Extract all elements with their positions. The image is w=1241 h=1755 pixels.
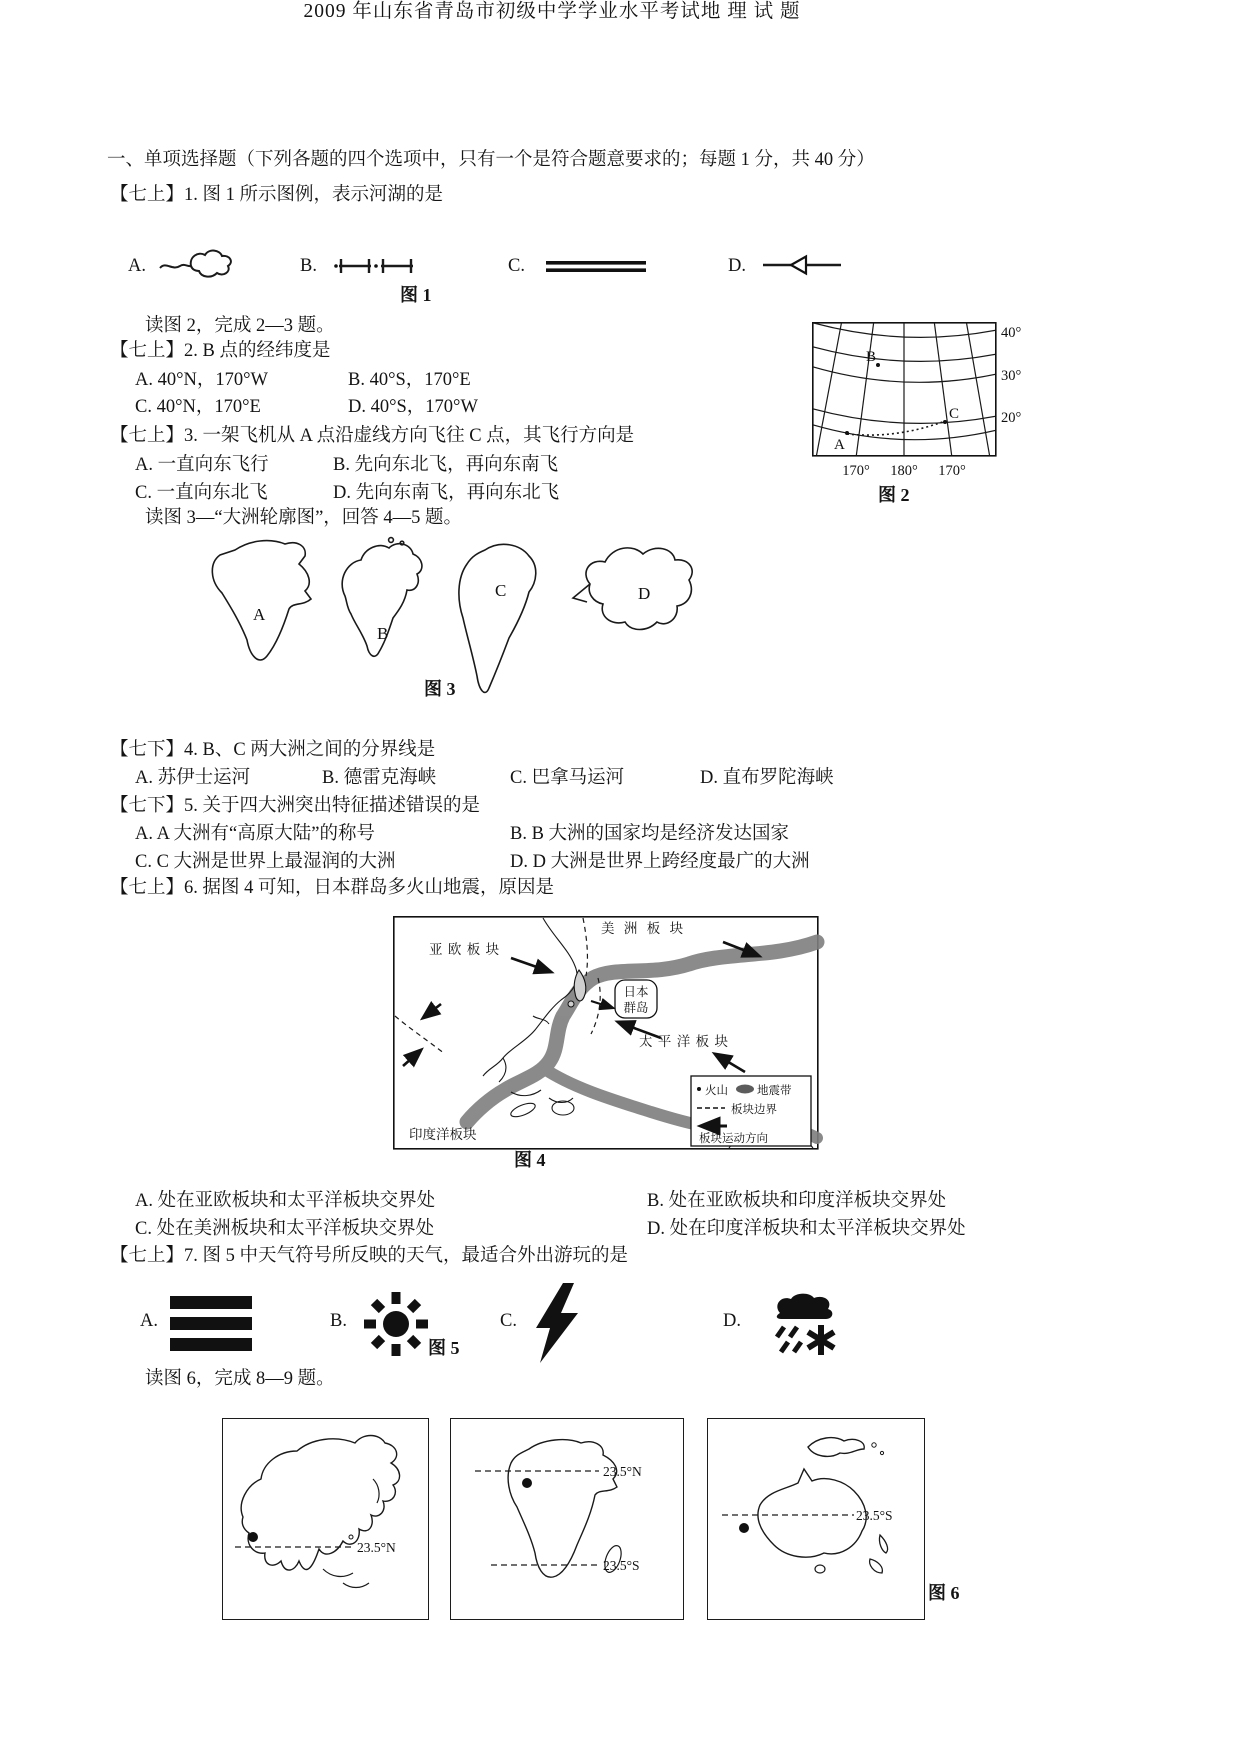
fig6-oceania-map [707, 1418, 925, 1620]
svg-text:C: C [495, 581, 507, 600]
svg-text:23.5°N: 23.5°N [357, 1540, 396, 1555]
q6-option-b: B. 处在亚欧板块和印度洋板块交界处 [647, 1191, 947, 1211]
lightning-icon [530, 1283, 586, 1365]
svg-text:23.5°N: 23.5°N [603, 1464, 642, 1479]
fog-icon [168, 1293, 256, 1357]
q5-stem: 【七下】5. 关于四大洲突出特征描述错误的是 [110, 796, 481, 816]
svg-text:美 洲 板 块: 美 洲 板 块 [601, 921, 687, 936]
q3-stem: 【七上】3. 一架飞机从 A 点沿虚线方向飞往 C 点，其飞行方向是 [110, 426, 635, 446]
svg-text:170°: 170° [842, 463, 870, 479]
fig6-intro: 读图 6，完成 8—9 题。 [145, 1369, 335, 1389]
svg-text:180°: 180° [890, 463, 918, 479]
svg-text:A: A [834, 437, 845, 453]
q1-option-a-label: A. [128, 256, 146, 276]
q7-stem: 【七上】7. 图 5 中天气符号所反映的天气，最适合外出游玩的是 [110, 1246, 629, 1266]
svg-text:地震带: 地震带 [757, 1085, 792, 1097]
svg-text:20°: 20° [1001, 410, 1022, 426]
q4-option-c: C. 巴拿马运河 [510, 768, 625, 788]
q6-stem: 【七上】6. 据图 4 可知，日本群岛多火山地震，原因是 [110, 878, 555, 898]
q2-stem: 【七上】2. B 点的经纬度是 [110, 341, 331, 361]
q5-option-d: D. D 大洲是世界上跨经度最广的大洲 [510, 852, 810, 872]
q5-option-c: C. C 大洲是世界上最湿润的大洲 [135, 852, 396, 872]
fig6-africa-map [450, 1418, 684, 1620]
sunny-icon [360, 1288, 432, 1360]
highway-symbol-icon [543, 252, 651, 280]
svg-text:170°: 170° [938, 463, 966, 479]
q3-option-c: C. 一直向东北飞 [135, 483, 268, 503]
svg-text:23.5°S: 23.5°S [603, 1558, 640, 1573]
boundary-arrow-symbol-icon [761, 247, 845, 283]
q4-stem: 【七下】4. B、C 两大洲之间的分界线是 [110, 740, 436, 760]
fig4-caption: 图 4 [514, 1150, 546, 1170]
q2-option-b: B. 40°S，170°E [348, 370, 471, 390]
svg-text:B: B [866, 349, 877, 365]
svg-text:B: B [377, 624, 389, 643]
fig3-caption: 图 3 [424, 679, 456, 699]
fig1-caption: 图 1 [400, 285, 432, 305]
svg-text:太 平 洋 板 块: 太 平 洋 板 块 [639, 1034, 729, 1049]
q2-option-a: A. 40°N，170°W [135, 370, 268, 390]
q5-option-b: B. B 大洲的国家均是经济发达国家 [510, 824, 790, 844]
q7-option-c-label: C. [500, 1311, 517, 1331]
q1-option-c-label: C. [508, 256, 525, 276]
q1-option-b-label: B. [300, 256, 317, 276]
q7-option-d-label: D. [723, 1311, 741, 1331]
q6-option-a: A. 处在亚欧板块和太平洋板块交界处 [135, 1191, 436, 1211]
q2-option-d: D. 40°S，170°W [348, 397, 478, 417]
fig6-asia-map [222, 1418, 429, 1620]
section-heading: 一、单项选择题（下列各题的四个选项中，只有一个是符合题意要求的；每题 1 分，共 40 分） [107, 150, 875, 170]
fig5-caption: 图 5 [428, 1338, 460, 1358]
fig3-intro: 读图 3—“大洲轮廓图”，回答 4—5 题。 [145, 508, 463, 528]
q3-option-b: B. 先向东北飞，再向东南飞 [333, 455, 559, 475]
railway-symbol-icon [333, 250, 421, 282]
svg-text:印度洋板块: 印度洋板块 [409, 1127, 477, 1142]
svg-text:板块边界: 板块边界 [731, 1104, 777, 1116]
svg-text:群岛: 群岛 [623, 1001, 649, 1015]
fig6-caption: 图 6 [928, 1583, 960, 1603]
q4-option-b: B. 德雷克海峡 [322, 768, 437, 788]
q5-option-a: A. A 大洲有“高原大陆”的称号 [135, 824, 375, 844]
q1-stem: 【七上】1. 图 1 所示图例，表示河湖的是 [110, 185, 444, 205]
page-title: 2009 年山东省青岛市初级中学学业水平考试地 理 试 题 [303, 1, 801, 22]
fig2-intro: 读图 2，完成 2—3 题。 [145, 316, 335, 336]
q6-option-d: D. 处在印度洋板块和太平洋板块交界处 [647, 1219, 966, 1239]
fig2-caption: 图 2 [878, 485, 910, 505]
q4-option-d: D. 直布罗陀海峡 [700, 768, 834, 788]
svg-text:40°: 40° [1001, 325, 1022, 341]
svg-text:火山: 火山 [705, 1085, 728, 1097]
q7-option-b-label: B. [330, 1311, 347, 1331]
q3-option-a: A. 一直向东飞行 [135, 455, 269, 475]
fig4-plate-map [393, 916, 819, 1150]
sleet-icon [768, 1292, 844, 1360]
q2-option-c: C. 40°N，170°E [135, 397, 261, 417]
q7-option-a-label: A. [140, 1311, 158, 1331]
fig4-legend [691, 1076, 811, 1146]
q4-option-a: A. 苏伊士运河 [135, 768, 251, 788]
svg-text:板块运动方向: 板块运动方向 [699, 1133, 768, 1145]
svg-text:D: D [638, 584, 651, 603]
q6-option-c: C. 处在美洲板块和太平洋板块交界处 [135, 1219, 435, 1239]
svg-text:亚 欧 板 块: 亚 欧 板 块 [429, 942, 501, 957]
svg-text:C: C [949, 406, 960, 422]
q3-option-d: D. 先向东南飞，再向东北飞 [333, 483, 560, 503]
svg-text:23.5°S: 23.5°S [856, 1508, 893, 1523]
fig2-grid-map [812, 322, 1044, 486]
river-lake-symbol-icon [158, 247, 240, 283]
q1-option-d-label: D. [728, 256, 746, 276]
svg-text:30°: 30° [1001, 368, 1022, 384]
svg-text:A: A [253, 605, 266, 624]
svg-text:日本: 日本 [623, 985, 649, 999]
